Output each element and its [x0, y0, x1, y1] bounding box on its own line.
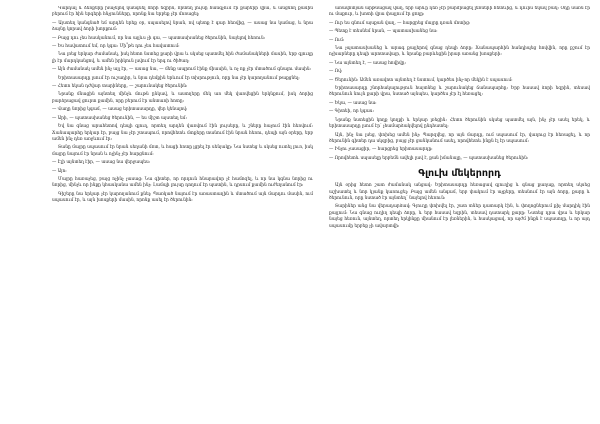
paragraph: Նրանք մնացին այնտեղ մինչև մութն ընկավ, և աստղերը մեկ առ մեկ վառվեցին երկնքում, իսկ ձորից բարձրացավ ցուրտ քամին, որը բերում էր անտառի հոտը։	[52, 92, 313, 104]
paragraph: Այն, ինչ նա լսեց, փոխեց ամեն ինչ։ Պարզվեց, որ այն մարդը, ում սպասում էր, վաղուց էր հեռացել, և որ ծերունին գիտեր դա սկզբից, բայց չէր ցանկանում ասել, որովհետև ինքն էլ էր սպասում։	[329, 132, 590, 144]
left-column	[52, 6, 313, 418]
paragraph: Կարդալ և ձեռքերը խաչելով կանգնել ձորի եզրին, որտեղ լույսը հանգչում էր քարերի վրա, և անցնող քամին բերում էր հին երգերի հնչյունները, որոնք նա երբեք չէր մոռացել։	[52, 6, 313, 18]
paragraph: — Արի, — պատասխանեց ծերունին, — ես միշտ այստեղ եմ։	[52, 115, 187, 121]
paragraph: — Այո։	[52, 168, 67, 174]
paragraph: — Ես հավատում եմ, որ կգա։ Մի՞թե դու չես հավատում։	[52, 44, 180, 50]
paragraph: — Վաղը նորից կգամ, — ասաց երիտասարդը, վեր կենալով։	[52, 107, 188, 113]
paragraph: Նա լռեց երկար ժամանակ, իսկ հետո նստեց քարի վրա և սկսեց պատմել հին ժամանակների մասին, երբ գյուղը լի էր մարդկանցով, և ամեն իրիկուն լսվում էր երգ ու ծիծաղ։	[52, 52, 313, 64]
paragraph: — Գիտեի, որ կգաս։	[329, 109, 375, 115]
paragraph: — Այն ժամանակ ամեն ինչ այլ էր, — ասաց նա, — մենք ապրում էինք միասին, և ոչ ոք չէր մտածում գնալու մասին։	[52, 67, 312, 73]
paragraph: Նրանք նստեցին կողք կողքի և երկար լռեցին։ Հետո ծերունին սկսեց պատմել այն, ինչ չէր ասել երեկ, և երիտասարդը լսում էր՝ չհամարձակվելով ընդհատել։	[329, 117, 590, 130]
paragraph: Տարիներ անց նա վերադարձավ։ Գյուղը փոխվել էր, շատ տներ դատարկ էին, և փողոցներում քիչ մարդիկ էին քայլում։ Նա գնաց ուղիղ դեպի ձորը, և երբ հասավ եզրին, տեսավ դատարկ քարը։ Նստեց դրա վրա և երկար նայեց հեռուն, այնտեղ, որտեղ երկինքը միանում էր լեռներին, և հասկացավ, որ այժմ ինքն է սպասողը, և որ այդ սպասումը երբեք չի ավարտվի։	[329, 204, 590, 229]
paragraph: Մայրը հառաչեց, բայց ոչինչ չասաց։ Նա գիտեր, որ որդուն հնարավոր չէ համոզել, և որ նա կգնա նորից ու նորից, մինչև որ ինքը կհասկանա ամեն ինչ։ Լամպի լույսը դողում էր պատին, և դրսում քամին ուժեղանում էր։	[52, 176, 313, 189]
paragraph: — Ուր ես գնում այսքան վաղ, — հարցրեց մայրը դռան մոտից։	[329, 20, 471, 26]
paragraph: — Որովհետև սպասելը երբեմն ավելի լավ է, քան իմանալը, — պատասխանեց ծերունին։	[329, 155, 529, 161]
paragraph: Նա չպատասխանեց և արագ քայլերով գնաց դեպի ձորը։ Ճանապարհին հանդիպեց հովվին, որը քշում էր ոչխարները դեպի արոտավայր, և նրանք բարևեցին իրար առանց խոսքերի։	[329, 46, 590, 58]
paragraph: առավոտյան արթնացավ վաղ, երբ արևը դեռ չէր բարձրացել լեռների հետևից, և դուրս եկավ բակ։ Օդը սառն էր ու մաքուր, և խոտի վրա փայլում էր ցողը։	[329, 6, 590, 18]
paragraph: — Պետք է տեսնեմ նրան, — պատասխանեց նա։	[329, 29, 438, 35]
paragraph: — Հետո եկան դժվար տարիները, — շարունակեց ծերունին։	[52, 84, 188, 90]
paragraph: Տանը մայրը սպասում էր նրան սեղանի մոտ, և հացի հոտը լցրել էր սենյակը։ Նա նստեց և սկսեց ուտել լուռ, իսկ մայրը նայում էր նրան և ոչինչ չէր հարցնում։	[52, 145, 313, 157]
paragraph: — Բայց դու չես հասկանում, որ նա այլևս չի գա, — պատասխանեց ծերունին, նայելով հեռուն։	[52, 35, 266, 41]
paragraph: Երիտասարդը լսում էր ուշադիր, և նրա դեմքին երևում էր տխրություն, որը նա չէր կարողանում թաքցնել։	[58, 75, 300, 81]
chapter-heading: Գլուխ մեկերորդ	[418, 168, 501, 180]
paragraph: — Ծերունին։ Ամեն առավոտ այնտեղ է նստում, կարծես ինչ-որ մեկին է սպասում։	[329, 77, 513, 83]
paragraph: — Եկա, — ասաց նա։	[329, 100, 377, 106]
paragraph: — Ում։	[329, 37, 345, 43]
paragraph: — Այստեղ կանգնած եմ արդեն երեք օր, սպասելով նրան, ով պետք է գար հեռվից, — ասաց նա կամաց, և նրա ձայնը կորավ ձորի խորքում։	[52, 20, 313, 33]
paragraph: — Էլի այնտեղ էիր, — ասաց նա վերջապես։	[52, 160, 151, 166]
paragraph: Եվ նա գնաց արահետով դեպի գյուղ, որտեղ արդեն վառվում էին լույսերը, և շները հաչում էին հեռվում։ Ճանապարհը երկար էր, բայց նա չէր շտապում, որովհետև մտքերը տանում էին նրան հեռու, դեպի այն օրերը, երբ ամեն ինչ դեռ առջևում էր։	[52, 124, 313, 142]
right-column	[329, 6, 590, 418]
paragraph: — Ինչու չասացիր, — հարցրեց երիտասարդը։	[329, 147, 433, 153]
paragraph: — Նա այնտեղ է, — ասաց հովիվը։	[329, 60, 406, 66]
paragraph: Այն օրից հետո շատ ժամանակ անցավ։ Երիտասարդը հեռացավ գյուղից և գնաց քաղաք, որտեղ սկսեց աշխատել և նոր կյանք կառուցել։ Բայց ամեն անգամ, երբ փակում էր աչքերը, տեսնում էր այն ձորը, քարը և ծերունուն, որը նստած էր այնտեղ՝ նայելով հեռուն։	[329, 183, 590, 201]
paragraph: Գիշերը նա երկար չէր կարողանում քնել։ Պառկած նայում էր առաստաղին և մտածում այն մարդու մասին, ում սպասում էր, և այն խոսքերի մասին, որոնք ասել էր ծերունին։	[52, 191, 313, 204]
paragraph: Երիտասարդը շնորհակալություն հայտնեց և շարունակեց ճանապարհը։ Երբ հասավ ձորի եզրին, տեսավ ծերունուն նույն քարի վրա, նստած այնպես, կարծես չէր էլ հեռացել։	[329, 86, 590, 98]
paragraph: — Ով։	[329, 69, 343, 75]
